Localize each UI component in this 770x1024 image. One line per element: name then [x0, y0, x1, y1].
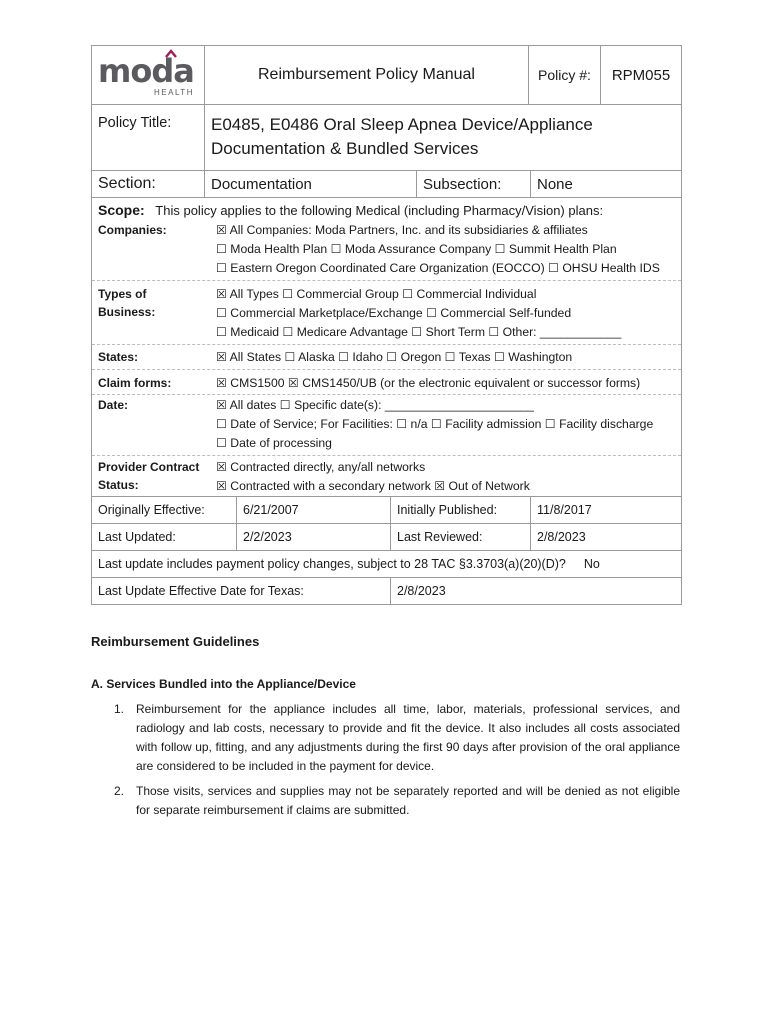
- states-label: States:: [98, 350, 139, 364]
- companies-line: ☒ All Companies: Moda Partners, Inc. and its subsidiaries & affiliates: [216, 223, 588, 237]
- business-types-label: [98, 285, 216, 342]
- companies-row: [92, 218, 681, 281]
- update-dates-row: [92, 523, 681, 550]
- claim-forms-label: Claim forms:: [98, 376, 172, 390]
- policy-title-line2: Documentation & Bundled Services: [211, 139, 479, 158]
- date-line: ☐ Date of processing: [216, 436, 332, 450]
- texas-effective-label: Last Update Effective Date for Texas:: [98, 584, 304, 598]
- guidelines-list: [114, 700, 680, 826]
- business-label-line2: Business:: [98, 305, 156, 319]
- reimbursement-guidelines-heading: Reimbursement Guidelines: [91, 634, 260, 649]
- tac-cell: [92, 551, 681, 577]
- logo-cell: [92, 46, 204, 104]
- provider-line: ☒ Contracted with a secondary network ☒ Out of Network: [216, 479, 530, 493]
- companies-line: ☐ Eastern Oregon Coordinated Care Organization (EOCCO) ☐ OHSU Health IDS: [216, 261, 660, 275]
- list-item-number: 2.: [114, 784, 125, 798]
- business-values: [216, 285, 675, 342]
- companies-line: ☐ Moda Health Plan ☐ Moda Assurance Company ☐ Summit Health Plan: [216, 242, 617, 256]
- provider-label-line1: Provider Contract: [98, 460, 200, 474]
- list-item: [114, 782, 680, 820]
- texas-effective-value: 2/8/2023: [390, 578, 681, 604]
- tac-row: [92, 550, 681, 577]
- states-row: [92, 345, 681, 370]
- policy-title: [204, 105, 681, 170]
- provider-line: ☒ Contracted directly, any/all networks: [216, 460, 426, 474]
- business-line: ☐ Medicaid ☐ Medicare Advantage ☐ Short Term ☐ Other: ____________: [216, 325, 622, 339]
- companies-label: Companies:: [98, 223, 167, 237]
- logo-subtext: HEALTH: [154, 88, 194, 97]
- states-line: ☒ All States ☐ Alaska ☐ Idaho ☐ Oregon ☐ Texas ☐ Washington: [216, 350, 573, 364]
- list-item-number: 1.: [114, 702, 125, 716]
- scope-text: This policy applies to the following Medical (including Pharmacy/Vision) plans:: [155, 203, 604, 218]
- tac-answer: No: [583, 557, 600, 571]
- policy-document: [91, 45, 680, 605]
- date-line: ☐ Date of Service; For Facilities: ☐ n/a ☐ Facility admission ☐ Facility discharge: [216, 417, 654, 431]
- companies-values: [216, 221, 675, 278]
- texas-row: [92, 577, 681, 604]
- last-updated-label: Last Updated:: [98, 530, 176, 544]
- originally-effective-label: Originally Effective:: [98, 503, 205, 517]
- business-line: ☐ Commercial Marketplace/Exchange ☐ Commercial Self-funded: [216, 306, 572, 320]
- claim-forms-row: [92, 370, 681, 395]
- last-reviewed-value: 2/8/2023: [530, 524, 681, 550]
- policy-title-label: Policy Title:: [98, 115, 172, 131]
- list-item-text: Those visits, services and supplies may not be separately reported and will be denied as not eligible for separate reimbursement if claims are submitted.: [136, 784, 680, 817]
- manual-title: Reimbursement Policy Manual: [204, 46, 528, 104]
- logo-roof-icon: [165, 48, 177, 60]
- date-line: ☒ All dates ☐ Specific date(s): ______________________: [216, 398, 534, 412]
- list-item: [114, 700, 680, 776]
- initially-published-label: Initially Published:: [390, 497, 530, 523]
- scope-label: Scope:: [98, 202, 145, 218]
- policy-number: RPM055: [600, 46, 681, 104]
- subsection-label: Subsection:: [416, 171, 530, 197]
- provider-contract-row: [92, 456, 681, 496]
- policy-header-table: [91, 45, 682, 605]
- last-reviewed-label: Last Reviewed:: [390, 524, 530, 550]
- subsection-value: None: [530, 171, 681, 197]
- list-item-text: Reimbursement for the appliance includes all time, labor, materials, professional services, and radiology and lab costs, necessary to provide and fit the device. It also includes all costs associated with follow up, fitting, and any adjustments during the first 90 days after provision of the oral appliance are considered to be included in the payment for device.: [136, 702, 680, 773]
- date-row: [92, 395, 681, 456]
- section-label: Section:: [98, 175, 156, 192]
- policy-number-label: Policy #:: [528, 46, 600, 104]
- business-line: ☒ All Types ☐ Commercial Group ☐ Commercial Individual: [216, 287, 537, 301]
- last-updated-value: 2/2/2023: [236, 524, 390, 550]
- provider-contract-label: [98, 458, 216, 496]
- moda-health-logo: [92, 46, 204, 104]
- originally-effective-value: 6/21/2007: [236, 497, 390, 523]
- section-value: Documentation: [204, 171, 416, 197]
- initially-published-value: 11/8/2017: [530, 497, 681, 523]
- services-bundled-heading: A. Services Bundled into the Appliance/Device: [91, 677, 356, 691]
- scope-statement: [92, 198, 681, 218]
- business-types-row: [92, 281, 681, 345]
- logo-wordmark: moda: [98, 52, 194, 90]
- policy-title-line1: E0485, E0486 Oral Sleep Apnea Device/Appliance: [211, 115, 593, 134]
- effective-dates-row: [92, 496, 681, 523]
- business-label-line1: Types of: [98, 287, 147, 301]
- tac-question: Last update includes payment policy changes, subject to 28 TAC §3.3703(a)(20)(D)?: [98, 557, 566, 571]
- date-label: Date:: [98, 398, 129, 412]
- provider-label-line2: Status:: [98, 478, 139, 492]
- claim-forms-line: ☒ CMS1500 ☒ CMS1450/UB (or the electronic equivalent or successor forms): [216, 376, 641, 390]
